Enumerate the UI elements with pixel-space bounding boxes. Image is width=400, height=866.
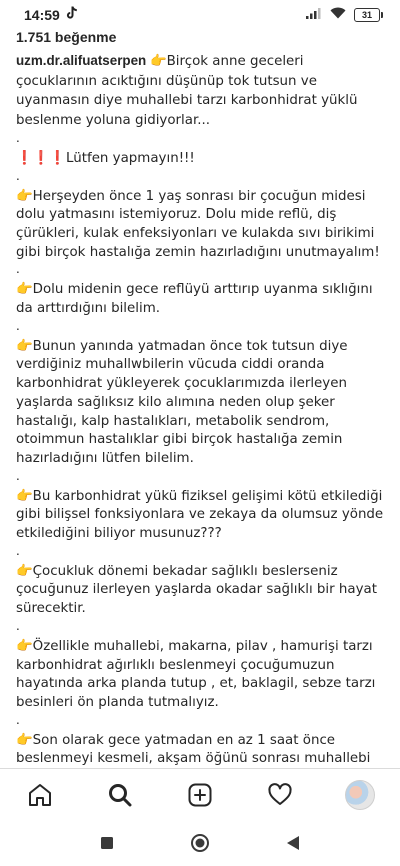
recent-apps-button[interactable]	[92, 828, 122, 858]
caption-paragraph: 👉Bunun yanında yatmadan önce tok tutsun diye verdiğiniz muhallwbilerin vücuda ciddi oranda karbonhidrat yükleyerek çocuklarımızda ilerleyen yaşlarda sağlıksız kilo alımına neden olup şeker hastalığı, kalp hastalıkları, metabolik sendrom, otoimmun hastalıklar gibi birçok hastalığa zemin hazırladığını lütfen bilelim.	[16, 338, 348, 466]
likes-count[interactable]: 1.751 beğenme	[16, 29, 117, 45]
caption-separator: .	[16, 261, 20, 277]
caption-paragraph: 👉Son olarak gece yatmadan en az 1 saat önce beslenmeyi kesmeli, akşam öğünü sonrası muhallebi	[16, 732, 371, 767]
wifi-icon	[330, 6, 346, 24]
activity-heart-icon[interactable]	[260, 775, 300, 815]
profile-avatar[interactable]	[340, 775, 380, 815]
search-icon[interactable]	[100, 775, 140, 815]
signal-icon	[306, 6, 322, 24]
post-caption	[16, 52, 386, 826]
caption-paragraph: 👉Bu karbonhidrat yükü fiziksel gelişimi kötü etkilediği gibi bilişsel fonksiyonlara ve zekaya da olumsuz yönde etkilediğini biliyor musunuz???	[16, 488, 384, 542]
caption-separator: .	[16, 711, 20, 727]
tiktok-icon	[66, 6, 78, 25]
caption-separator: .	[16, 617, 20, 633]
caption-text: 👉Birçok anne geceleri çocuklarının acıktığını düşünüp tok tutsun ve uyanmasın diye muhallebi tarzı karbonhidrat yüklü beslenme yoluna gidiyorlar...	[16, 54, 358, 129]
username-link[interactable]: uzm.dr.alifuatserpen	[16, 53, 147, 68]
caption-paragraph	[16, 52, 386, 131]
system-navigation	[0, 820, 400, 866]
caption-paragraph: 👉Dolu midenin gece reflüyü arttırıp uyanma sıklığını da arttırdığını bilelim.	[16, 282, 373, 317]
back-button[interactable]	[278, 828, 308, 858]
status-bar	[0, 0, 400, 30]
status-time: 14:59	[24, 7, 60, 23]
home-icon[interactable]	[20, 775, 60, 815]
status-left	[24, 6, 78, 25]
caption-paragraph: ❗❗❗Lütfen yapmayın!!!	[16, 150, 195, 166]
home-button[interactable]	[185, 828, 215, 858]
caption-separator: .	[16, 467, 20, 483]
bottom-navigation	[0, 768, 400, 820]
caption-paragraph: 👉Çocukluk dönemi bekadar sağlıklı beslerseniz çocuğunuz ilerleyen yaşlarda okadar sağlıklı bir hayat sürecektir.	[16, 563, 377, 617]
caption-separator: .	[16, 129, 20, 145]
caption-separator: .	[16, 542, 20, 558]
caption-paragraph: 👉Özellikle muhallebi, makarna, pilav , hamurişi tarzı karbonhidrat ağırlıklı beslenmeyi çocuğumuzun hayatında arka planda tutup , et, baklagil, sebze tarzı besinleri ön planda tutmalıyız.	[16, 638, 376, 710]
caption-separator: .	[16, 167, 20, 183]
battery-icon: 31	[354, 8, 380, 22]
post-content[interactable]	[0, 28, 400, 767]
avatar	[345, 780, 375, 810]
caption-separator: .	[16, 317, 20, 333]
status-right	[306, 6, 380, 24]
new-post-icon[interactable]	[180, 775, 220, 815]
caption-paragraph: 👉Herşeyden önce 1 yaş sonrası bir çocuğun midesi dolu yatmasını istemiyoruz. Dolu mide reflü, diş çürükleri, kulak enfeksiyonları ve kulakda sıvı birikimi gibi birçok hastalığa zemin hazırladığını unutmayalım!	[16, 188, 380, 260]
